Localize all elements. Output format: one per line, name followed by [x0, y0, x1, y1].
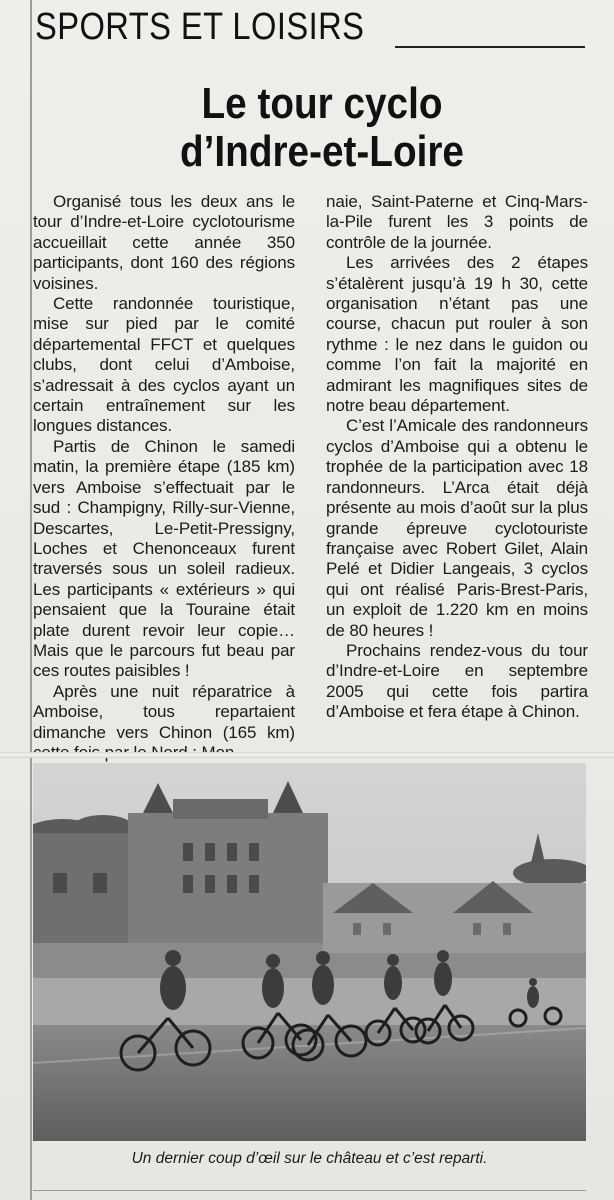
- headline-line-2: d’Indre-et-Loire: [180, 127, 464, 176]
- photo-caption: Un dernier coup d’œil sur le château et c’est reparti.: [131, 1150, 488, 1167]
- paragraph: Les arrivées des 2 étapes s’étalèrent jusqu’à 19 h 30, cette organisation n’étant pas une course, chacun put rouler à son rythme : le nez dans le guidon ou comme l’on fait la majorité en admirant les magnifiques sites de notre beau département.: [326, 253, 588, 416]
- paragraph: Cette randonnée touristique, mise sur pied par le comité départemental FFCT et quelques clubs, dont celui d’Amboise, s’adressait à des cyclos ayant un certain entraînement sur les longues distances.: [33, 294, 295, 436]
- paper-fold: [0, 752, 614, 758]
- paragraph: Organisé tous les deux ans le tour d’Indre-et-Loire cyclotourisme accueillait cette année 350 participants, dont 160 des régions voisines.: [33, 192, 295, 293]
- bridge-parapet: [33, 978, 586, 1033]
- paragraph: naie, Saint-Paterne et Cinq-Mars-la-Pile furent les 3 points de contrôle de la journée.: [326, 192, 588, 252]
- paragraph: Partis de Chinon le samedi matin, la première étape (185 km) vers Amboise s’effectuait par le sud : Champigny, Rilly-sur-Vienne, Descartes, Le-Petit-Pressigny, Loches et Chenonceaux furent traversés sous un soleil radieux. Les participants « extérieurs » qui pensaient que la Touraine était plate durent revoir leur copie… Mais que le parcours fut beau par ces routes paisibles !: [33, 436, 295, 681]
- section-title-rule: [395, 46, 585, 48]
- article-column-right: [326, 192, 588, 723]
- paragraph: Prochains rendez-vous du tour d’Indre-et-Loire en septembre 2005 qui cette fois partira d’Amboise et fera étape à Chinon.: [326, 640, 588, 722]
- cyclists-chateau-photo: [33, 763, 586, 1141]
- article-photo: [33, 763, 586, 1141]
- column-rule: [30, 0, 32, 1200]
- article-column-left: [33, 192, 295, 763]
- paragraph: Après une nuit réparatrice à Amboise, tous repartaient dimanche vers Chinon (165 km): [33, 681, 295, 742]
- bottom-rule: [33, 1190, 586, 1191]
- article-headline: [35, 80, 609, 176]
- headline-line-1: Le tour cyclo: [201, 79, 443, 128]
- section-title: SPORTS ET LOISIRS: [35, 6, 365, 48]
- paragraph: C’est l’Amicale des randonneurs cyclos d’Amboise qui a obtenu le trophée de la participation avec 18 randonneurs. L’Arca était déjà présente au mois d’août sur la plus grande épreuve cyclotouriste française avec Robert Gilet, Alain Pelé et Didier Langeais, 3 cyclos qui ont réalisé Paris-Brest-Paris, un exploit de 1.220 km en moins de 80 heures !: [326, 416, 588, 640]
